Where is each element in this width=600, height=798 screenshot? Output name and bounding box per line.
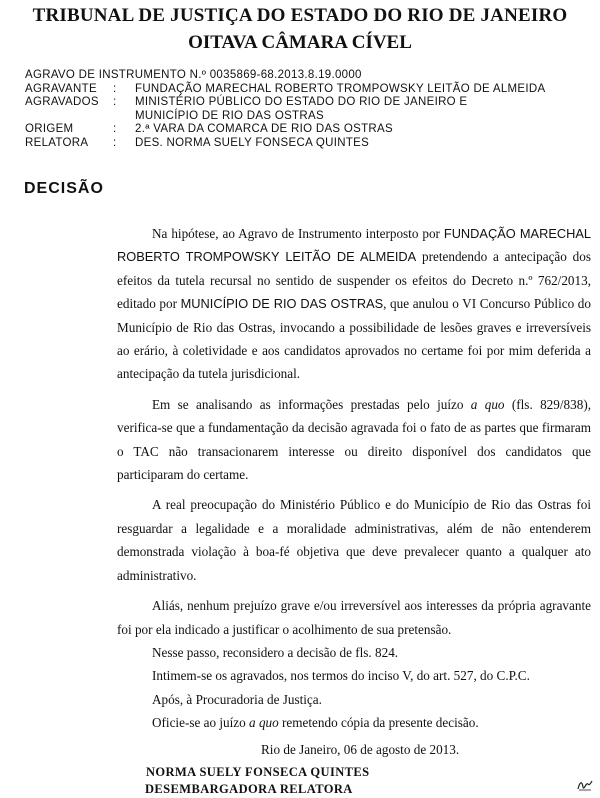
paragraph-3: A real preocupação do Ministério Público e do Município de Rio das Ostras foi resguardar a legalidade e a moralidade administrativas, além de não entenderem demonstrada violação à boa-fé objetiva que deve prevalecer quanto a qualquer ato administrativo. <box>117 497 591 583</box>
text-run: Em se analisando as informações prestadas pelo juízo <box>152 396 471 412</box>
case-label: AGRAVADOS <box>25 96 99 109</box>
case-row-relatora <box>25 137 545 151</box>
paragraph-2 <box>117 393 591 487</box>
signature-block <box>0 764 600 798</box>
case-value-continuation: MUNICÍPIO DE RIO DAS OSTRAS <box>135 109 324 122</box>
case-row-agravados <box>25 96 545 110</box>
date-line: Rio de Janeiro, 06 de agosto de 2013. <box>261 741 460 757</box>
case-separator: : <box>113 136 117 149</box>
case-label: ORIGEM <box>25 123 74 136</box>
party-name: MUNICÍPIO DE RIO DAS OSTRAS <box>180 296 384 312</box>
text-run: Oficie-se ao juízo <box>152 715 250 731</box>
paragraph-1 <box>117 222 591 386</box>
latin-term: a quo <box>249 715 279 731</box>
case-separator: : <box>113 123 117 136</box>
signer-role: DESEMBARGADORA RELATORA <box>145 782 353 796</box>
chamber-name: OITAVA CÂMARA CÍVEL <box>188 32 412 53</box>
paragraph-6: Intimem-se os agravados, nos termos do inciso V, do art. 527, do C.P.C. <box>152 668 530 684</box>
decision-body <box>117 222 591 761</box>
text-run: remetendo cópia da presente decisão. <box>278 715 479 731</box>
latin-term: a quo <box>470 396 505 412</box>
case-value: FUNDAÇÃO MARECHAL ROBERTO TROMPOWSKY LEITÃO DE ALMEIDA <box>135 82 546 95</box>
case-value: MINISTÉRIO PÚBLICO DO ESTADO DO RIO DE JANEIRO E <box>135 96 468 109</box>
case-value: DES. NORMA SUELY FONSECA QUINTES <box>135 136 370 149</box>
document-header <box>0 4 600 55</box>
case-row-origem <box>25 123 545 137</box>
text-run: Na hipótese, ao Agravo de Instrumento interposto por <box>152 226 444 241</box>
text-run: pretendendo a antecipação dos efeitos da tutela recursal no sentido de suspender os efeitos do Decreto n.º 762/2013, editado por <box>117 249 591 312</box>
case-info-block <box>25 69 545 151</box>
text-run: , que anulou o VI Concurso Público do Município de Rio das Ostras, invocando a possibilidade de lesões graves e irreversíveis ao erário, à coletividade e aos candidatos aprovados no certame foi por mim deferida a antecipação da tutela jurisdicional. <box>117 296 591 382</box>
paragraph-5: Nesse passo, reconsidero a decisão de fls. 824. <box>152 644 399 660</box>
court-name: TRIBUNAL DE JUSTIÇA DO ESTADO DO RIO DE JANEIRO <box>32 5 568 26</box>
party-name: FUNDAÇÃO MARECHAL ROBERTO TROMPOWSKY LEITÃO DE ALMEIDA <box>117 226 591 265</box>
case-separator: : <box>113 96 117 109</box>
decision-heading: DECISÃO <box>24 180 104 197</box>
case-row-agravante <box>25 83 545 97</box>
case-label: AGRAVANTE <box>25 82 97 95</box>
case-separator: : <box>113 82 117 95</box>
paragraph-7: Após, à Procuradoria de Justiça. <box>152 691 322 707</box>
paragraph-4: Aliás, nenhum prejuízo grave e/ou irreversível aos interesses da própria agravante foi por ela indicado a justificar o acolhimento de sua pretensão. <box>117 598 591 637</box>
case-value: 2.ª VARA DA COMARCA DE RIO DAS OSTRAS <box>135 123 393 136</box>
text-run: (fls. 829/838), verifica-se que a fundamentação da decisão agravada foi o fato de as partes que firmaram o TAC não transacionarem interesse ou direito disponível dos candidatos que participaram do certame. <box>117 396 592 483</box>
signer-name: NORMA SUELY FONSECA QUINTES <box>146 765 370 779</box>
initials-mark-icon <box>576 778 594 792</box>
appeal-number: AGRAVO DE INSTRUMENTO N.º 0035869-68.2013.8.19.0000 <box>25 69 362 81</box>
case-label: RELATORA <box>25 136 89 149</box>
paragraph-8 <box>117 711 591 734</box>
